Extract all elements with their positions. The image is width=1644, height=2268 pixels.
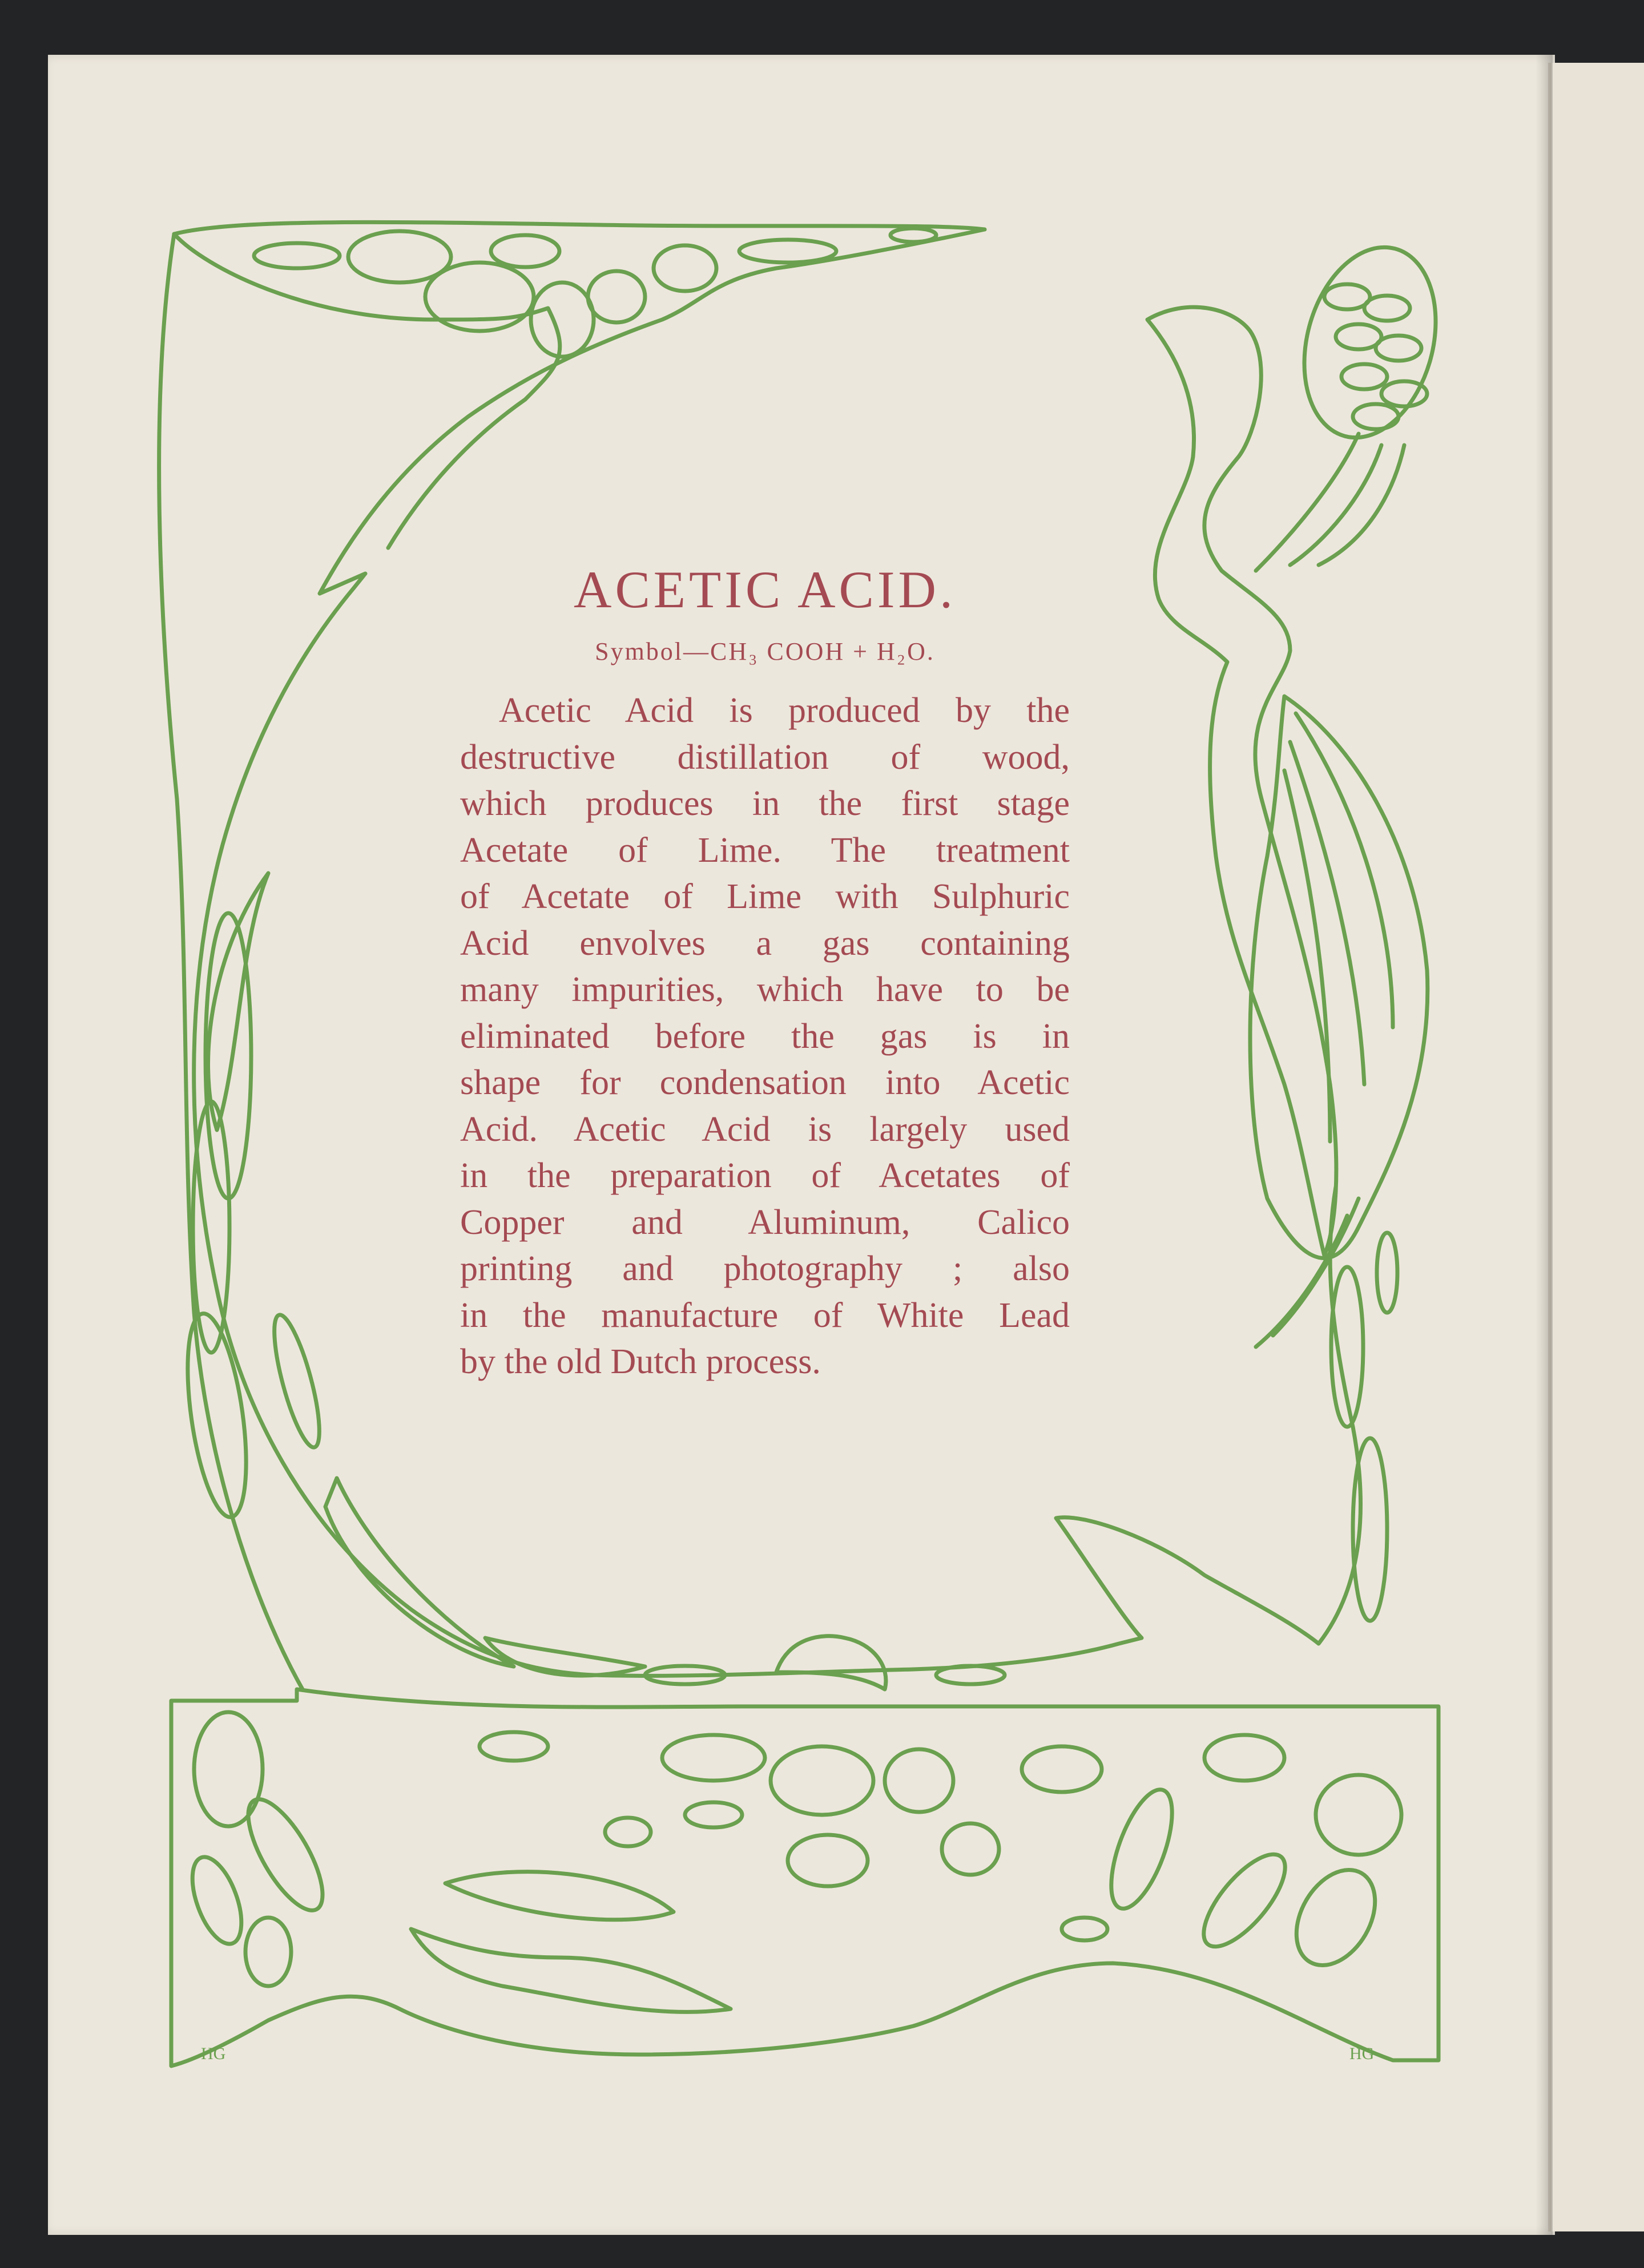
left-pod	[208, 873, 268, 1130]
paragraph-line: shape for condensation into Acetic	[460, 1063, 1070, 1102]
base-cell	[1099, 1782, 1184, 1916]
paragraph-line: Copper and Aluminum, Calico	[460, 1202, 1070, 1242]
base-cell	[245, 1918, 291, 1986]
base-cell	[1204, 1735, 1284, 1781]
top-cell	[254, 243, 340, 268]
base-swirl	[411, 1929, 731, 2012]
paragraph-line: in the preparation of Acetates of	[460, 1156, 1070, 1195]
base-cell	[1316, 1775, 1401, 1855]
top-left-curl	[174, 234, 560, 548]
paragraph-line: printing and photography ; also	[460, 1249, 1070, 1288]
top-cell	[531, 283, 594, 357]
shell-ornament	[776, 1636, 886, 1689]
left-pod	[265, 1311, 328, 1451]
pine-cone-scale	[1341, 364, 1387, 389]
top-cell	[890, 228, 936, 242]
paragraph-line: Acid. Acetic Acid is largely used	[460, 1109, 1070, 1149]
paragraph-line: many impurities, which have to be	[460, 970, 1070, 1009]
left-outer-line	[159, 234, 303, 1689]
paragraph-line: by the old Dutch process.	[460, 1342, 821, 1381]
bird-wing	[1250, 696, 1428, 1258]
base-swirl	[445, 1872, 674, 1920]
base-cell	[234, 1789, 336, 1921]
bird-wing-feather	[1284, 770, 1330, 1141]
base-cell	[942, 1823, 999, 1875]
pine-cone-scale	[1381, 381, 1427, 406]
chemical-symbol: Symbol—CH₃ COOH + H₂O.	[595, 637, 935, 665]
pine-cone-scale	[1376, 336, 1421, 361]
pine-cone	[1284, 232, 1456, 452]
article-text-block	[460, 559, 1070, 1386]
right-pod	[1377, 1233, 1397, 1313]
base-cell	[685, 1802, 742, 1827]
base-cell	[771, 1746, 873, 1815]
pine-cone-scale	[1364, 296, 1410, 321]
base-cell	[1022, 1746, 1102, 1792]
paragraph-line: Acetic Acid is produced by the	[499, 691, 1070, 730]
base-cell	[480, 1732, 548, 1761]
top-cell	[491, 235, 559, 267]
cone-stem	[1290, 445, 1381, 565]
bottom-cell	[936, 1666, 1005, 1684]
base-panel-outline	[171, 1689, 1438, 2066]
body-paragraph	[460, 688, 1070, 1386]
base-cell	[194, 1712, 263, 1826]
paragraph-line: eliminated before the gas is in	[460, 1016, 1070, 1056]
base-cell	[788, 1835, 868, 1886]
top-cell	[654, 245, 716, 291]
page-title: ACETIC ACID.	[574, 560, 956, 619]
base-cell	[1190, 1842, 1299, 1959]
paragraph-line: destructive distillation of wood,	[460, 737, 1070, 777]
cone-stem	[1319, 445, 1404, 565]
top-cell	[739, 240, 836, 263]
base-cell	[605, 1818, 651, 1846]
pine-cone-scale	[1353, 404, 1399, 429]
base-cell	[662, 1735, 765, 1781]
artist-monogram-left: HG	[201, 2044, 226, 2063]
paragraph-line: of Acetate of Lime with Sulphuric	[460, 877, 1070, 916]
paragraph-line: Acid envolves a gas containing	[460, 923, 1070, 963]
left-swoosh	[485, 1638, 645, 1676]
paragraph-line: Acetate of Lime. The treatment	[460, 830, 1070, 870]
base-cell	[1062, 1918, 1107, 1940]
top-cell	[588, 271, 645, 322]
paragraph-line: which produces in the first stage	[460, 784, 1070, 823]
base-cell	[885, 1749, 953, 1812]
artist-monogram-right: HG	[1349, 2044, 1375, 2063]
base-cell	[183, 1851, 252, 1950]
paragraph-line: in the manufacture of White Lead	[460, 1296, 1070, 1335]
base-cell	[1280, 1856, 1391, 1979]
bird-body	[1147, 307, 1336, 1256]
